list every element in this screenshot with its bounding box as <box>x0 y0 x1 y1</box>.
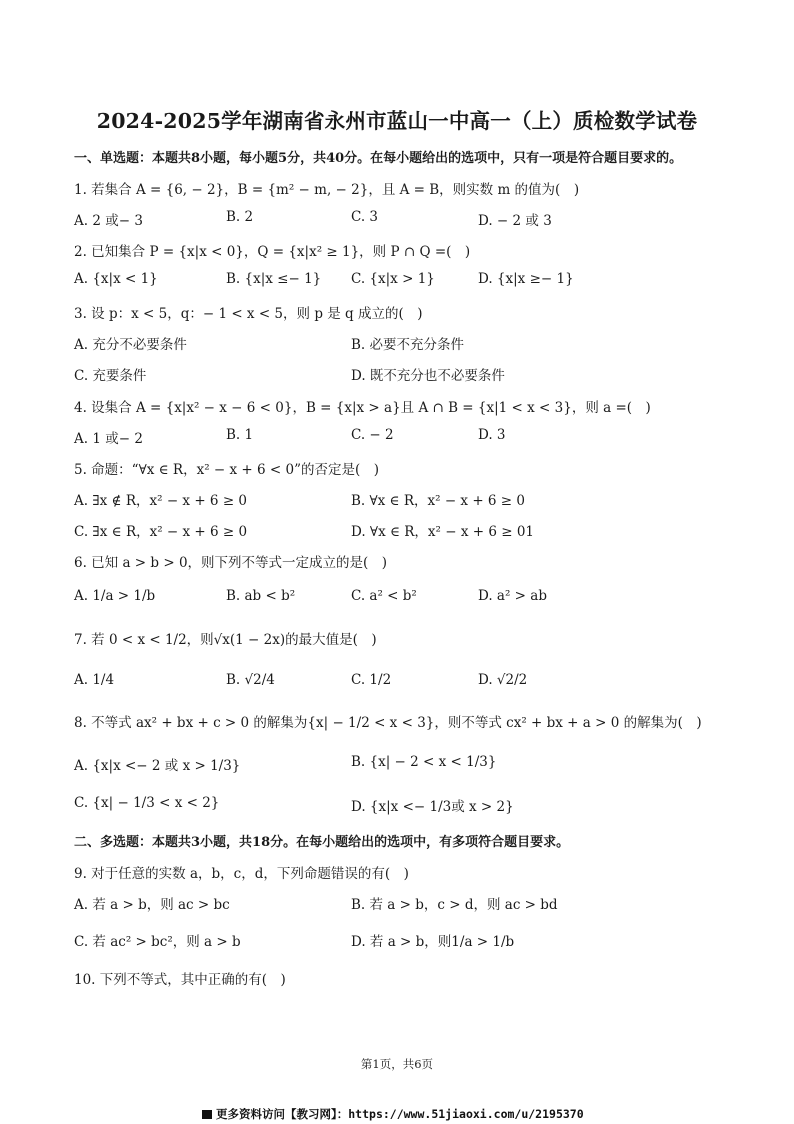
option-c: C. 3 <box>351 209 379 225</box>
option-b: B. {x| − 2 < x < 1/3} <box>351 754 497 770</box>
section-heading-single-choice: 一、单选题：本题共8小题，每小题5分，共40分。在每小题给出的选项中，只有一项是符合题目要求的。 <box>74 151 683 166</box>
question-5: 5. 命题：“∀x ∈ R，x² − x + 6 < 0”的否定是( ) <box>74 462 380 478</box>
promo-banner[interactable] <box>202 1106 584 1122</box>
promo-banner-text: 更多资料访问【教习网】：https://www.51jiaoxi.com/u/2195370 <box>216 1107 584 1121</box>
question-7: 7. 若 0 < x < 1/2，则√x(1 − 2x)的最大值是( ) <box>74 632 377 648</box>
option-b: B. {x|x ≤− 1} <box>226 271 322 287</box>
option-a: A. 1/a > 1/b <box>74 588 156 604</box>
option-a: A. {x|x < 1} <box>74 271 158 287</box>
option-a: A. 1 或− 2 <box>74 431 143 447</box>
option-b: B. √2/4 <box>226 672 275 688</box>
option-c: C. − 2 <box>351 427 394 443</box>
question-8: 8. 不等式 ax² + bx + c > 0 的解集为{x| − 1/2 < x < 3}，则不等式 cx² + bx + a > 0 的解集为( ) <box>74 715 702 731</box>
question-2: 2. 已知集合 P = {x|x < 0}，Q = {x|x² ≥ 1}，则 P ∩ Q =( ) <box>74 244 471 260</box>
option-a: A. ∃x ∉ R，x² − x + 6 ≥ 0 <box>74 493 248 509</box>
option-c: C. 若 ac² > bc²，则 a > b <box>74 934 241 950</box>
option-d: D. 3 <box>478 427 506 443</box>
question-6: 6. 已知 a > b > 0，则下列不等式一定成立的是( ) <box>74 555 388 571</box>
question-4: 4. 设集合 A = {x|x² − x − 6 < 0}，B = {x|x > a}且 A ∩ B = {x|1 < x < 3}，则 a =( ) <box>74 400 651 416</box>
option-b: B. 必要不充分条件 <box>351 337 465 353</box>
option-c: C. {x| − 1/3 < x < 2} <box>74 795 220 811</box>
option-a: A. 1/4 <box>74 672 115 688</box>
option-c: C. a² < b² <box>351 588 417 604</box>
option-a: A. 充分不必要条件 <box>74 337 187 353</box>
option-b: B. 1 <box>226 427 254 443</box>
question-3: 3. 设 p：x < 5，q：− 1 < x < 5，则 p 是 q 成立的( ) <box>74 306 423 322</box>
option-b: B. ab < b² <box>226 588 296 604</box>
option-c: C. {x|x > 1} <box>351 271 435 287</box>
option-d: D. a² > ab <box>478 588 547 604</box>
question-1: 1. 若集合 A = {6, − 2}，B = {m² − m, − 2}，且 A = B，则实数 m 的值为( ) <box>74 182 580 198</box>
flag-icon <box>202 1110 212 1119</box>
option-b: B. ∀x ∈ R，x² − x + 6 ≥ 0 <box>351 493 526 509</box>
page-number: 第1页，共6页 <box>360 1057 434 1071</box>
option-d: D. − 2 或 3 <box>478 213 552 229</box>
option-d: D. 若 a > b，则1/a > 1/b <box>351 934 515 950</box>
option-a: A. 若 a > b，则 ac > bc <box>74 897 230 913</box>
exam-title: 2024-2025学年湖南省永州市蓝山一中高一（上）质检数学试卷 <box>96 109 698 133</box>
question-10: 10. 下列不等式，其中正确的有( ) <box>74 972 286 988</box>
option-b: B. 若 a > b，c > d，则 ac > bd <box>351 897 558 913</box>
option-c: C. 1/2 <box>351 672 392 688</box>
option-d: D. 既不充分也不必要条件 <box>351 368 505 384</box>
option-a: A. 2 或− 3 <box>74 213 143 229</box>
option-b: B. 2 <box>226 209 254 225</box>
section-heading-multi-choice: 二、多选题：本题共3小题，共18分。在每小题给出的选项中，有多项符合题目要求。 <box>74 835 570 850</box>
question-9: 9. 对于任意的实数 a，b，c，d，下列命题错误的有( ) <box>74 866 409 882</box>
option-d: D. {x|x <− 1/3或 x > 2} <box>351 799 514 815</box>
option-c: C. ∃x ∈ R，x² − x + 6 ≥ 0 <box>74 524 248 540</box>
option-a: A. {x|x <− 2 或 x > 1/3} <box>74 758 241 774</box>
option-d: D. {x|x ≥− 1} <box>478 271 574 287</box>
option-d: D. ∀x ∈ R，x² − x + 6 ≥ 01 <box>351 524 535 540</box>
option-c: C. 充要条件 <box>74 368 147 384</box>
option-d: D. √2/2 <box>478 672 528 688</box>
